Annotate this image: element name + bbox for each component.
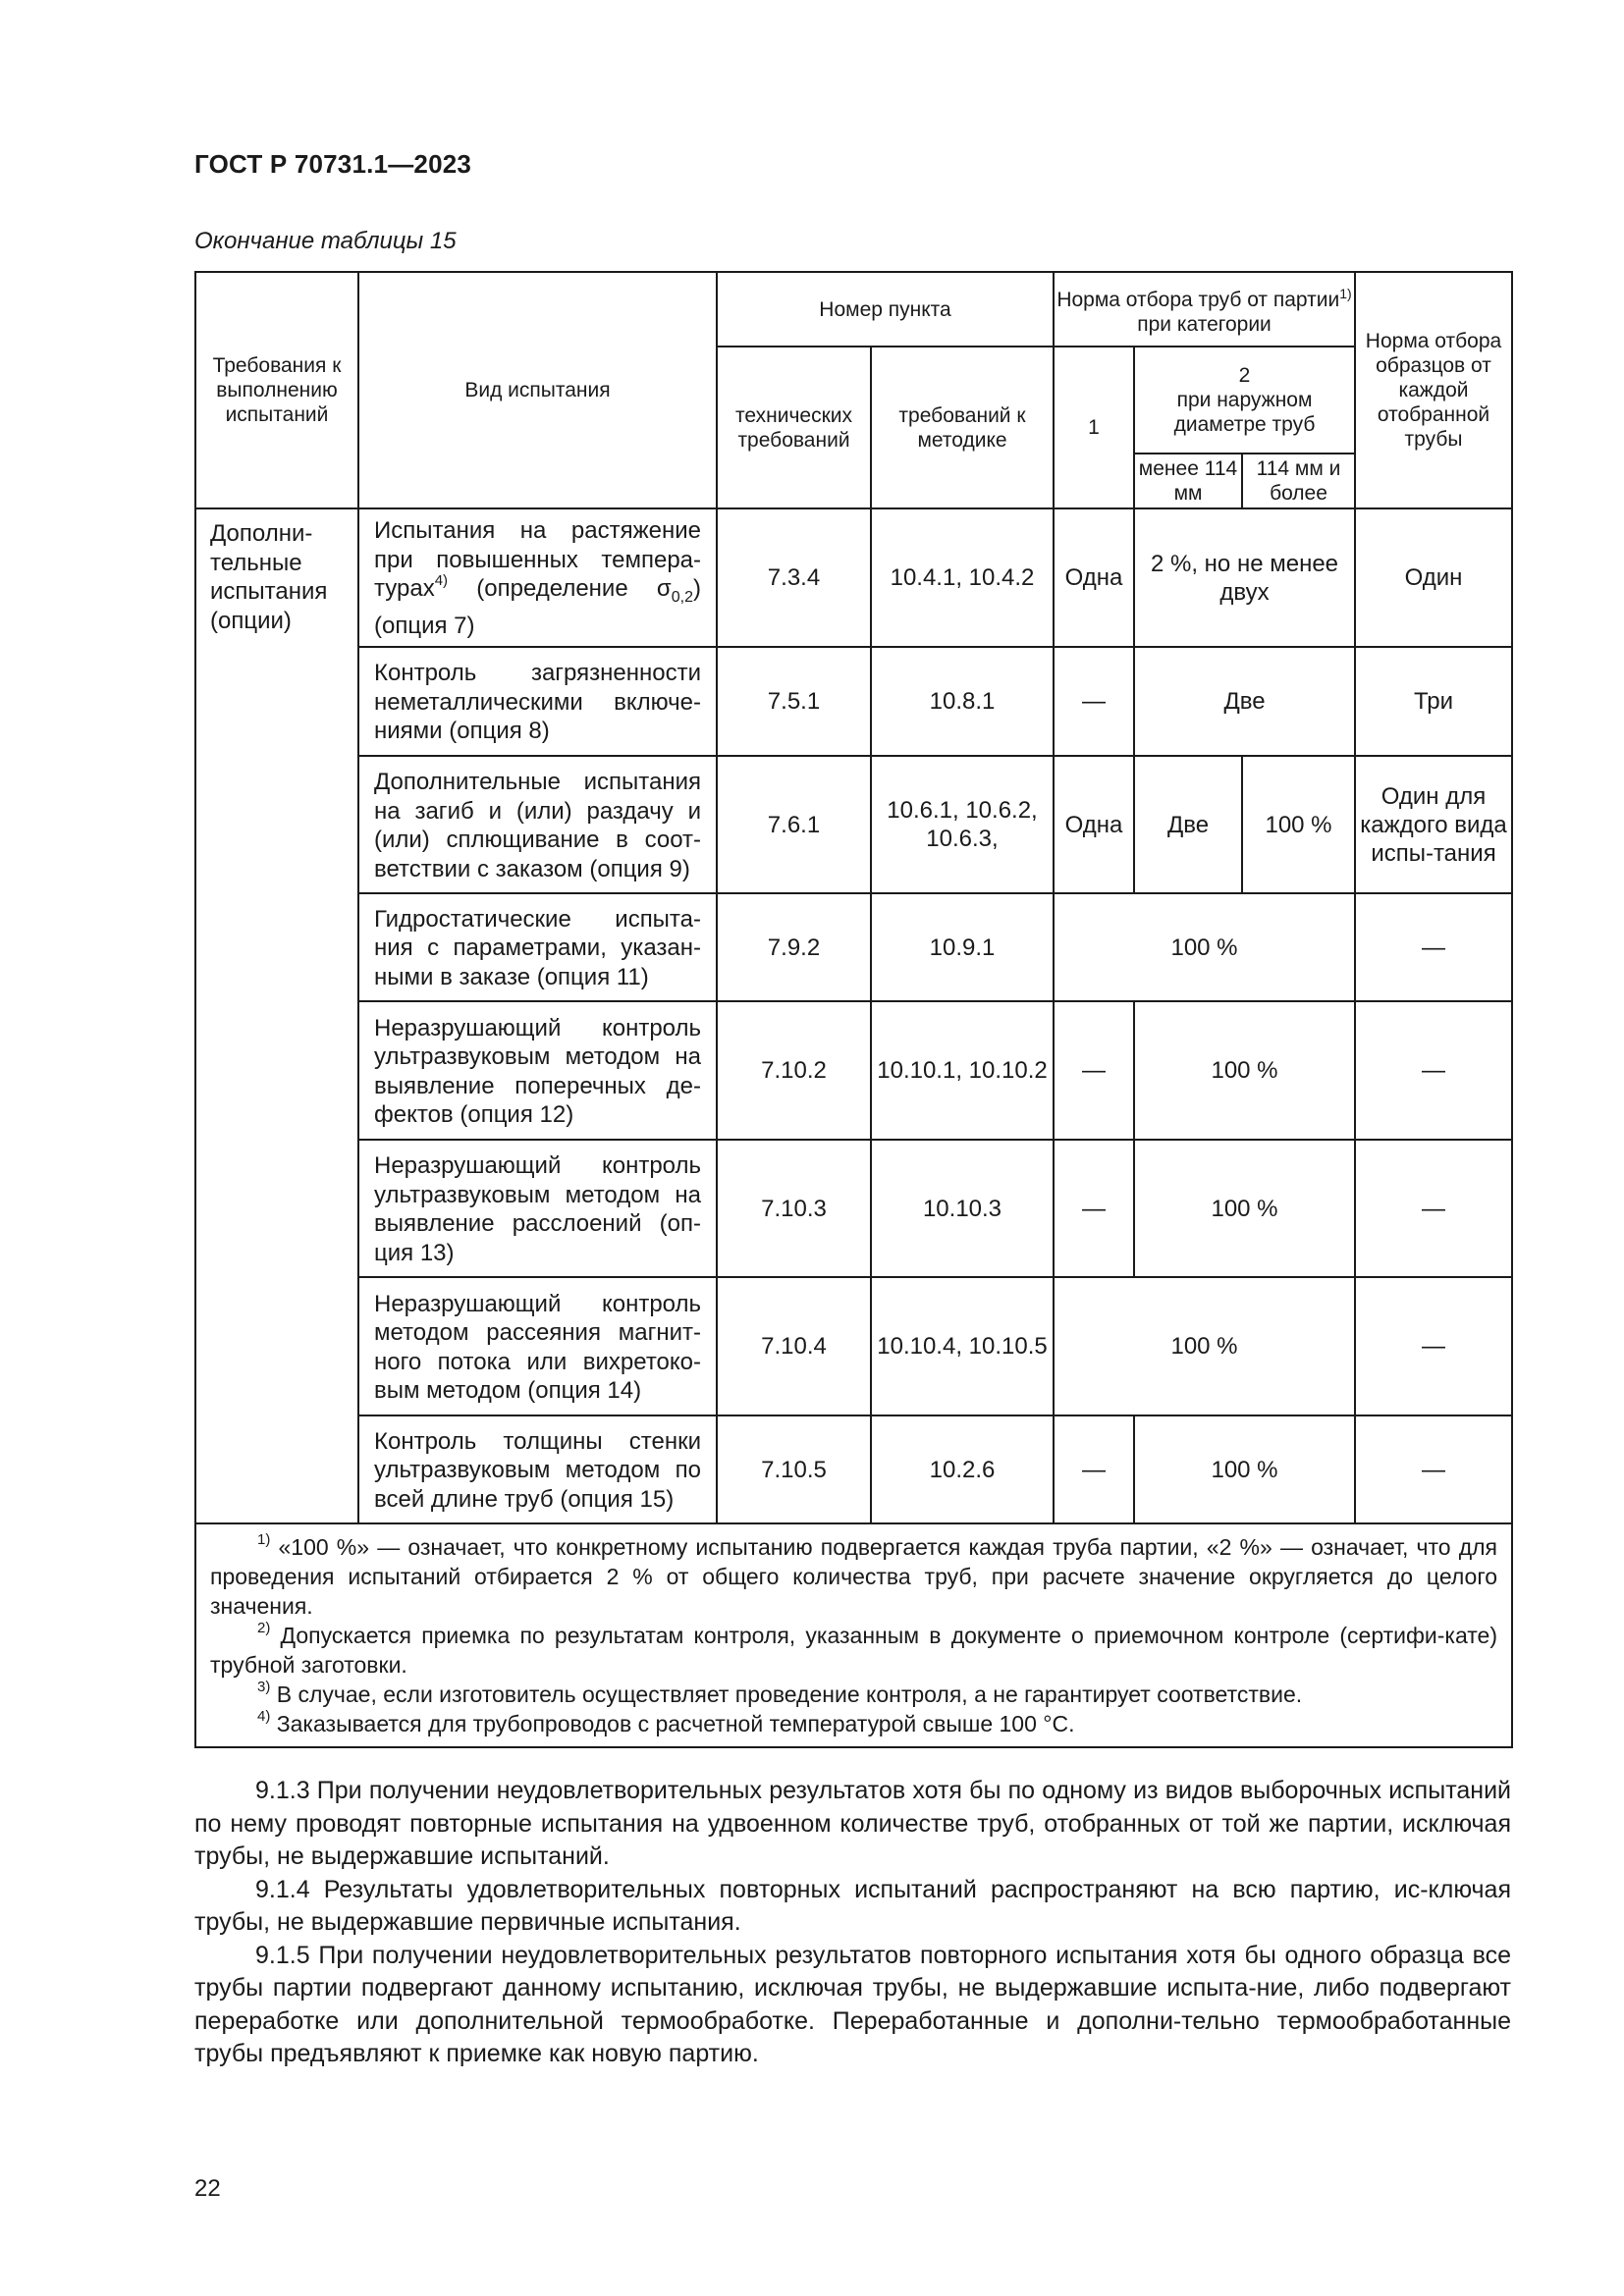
sample-norm: Один для каждого вида испы-тания <box>1355 756 1512 893</box>
document-header: ГОСТ Р 70731.1—2023 <box>194 149 472 179</box>
cat1-norm: Одна <box>1054 508 1134 647</box>
test-kind-cell: Контроль загрязненности неметаллическими включе-ниями (опция 8) <box>358 647 717 756</box>
sample-norm: — <box>1355 1415 1512 1523</box>
header-category-1: 1 <box>1054 347 1134 508</box>
tech-clause: 7.10.3 <box>717 1140 871 1277</box>
table-caption: Окончание таблицы 15 <box>194 228 457 254</box>
method-clause: 10.6.1, 10.6.2, 10.6.3, <box>871 756 1054 893</box>
cat2-norm: 100 % <box>1134 1415 1355 1523</box>
tech-clause: 7.5.1 <box>717 647 871 756</box>
header-clause-number: Номер пункта <box>717 272 1054 347</box>
test-kind-cell: Испытания на растяжение при повышенных темпера-турах$^{4)}$ (определение $\sigma_{0,2}$) (опция 7) <box>358 508 717 647</box>
footnote: $^{1)}$ «100 %» — означает, что конкретному испытанию подвергается каждая труба партии, «2 %» — означает, что для проведения испытаний отбирается 2 % от общего количества труб, при расчете значение округляется до целого значения. <box>210 1531 1497 1619</box>
header-requirements: Требования к выполнению испытаний <box>195 272 358 508</box>
group-label: Дополни-тельные испытания (опции) <box>195 508 358 1523</box>
table-row <box>195 893 1512 1001</box>
method-clause: 10.4.1, 10.4.2 <box>871 508 1054 647</box>
cat2-norm: 2 %, но не менее двух <box>1134 508 1355 647</box>
sample-norm: — <box>1355 1001 1512 1140</box>
test-kind-cell: Дополнительные испытания на загиб и (или) раздачу и (или) сплющивание в соот-ветствии с заказом (опция 9) <box>358 756 717 893</box>
paragraph-9-1-3: 9.1.3 При получении неудовлетворительных результатов хотя бы по одному из видов выборочных испытаний по нему проводят повторные испытания на удвоенном количестве труб, отобранных от той же партии, исключая трубы, не выдержавшие испытаний. <box>194 1777 1511 1870</box>
sample-norm: — <box>1355 1277 1512 1415</box>
table-row <box>195 647 1512 756</box>
method-clause: 10.2.6 <box>871 1415 1054 1523</box>
cat2-norm: 100 % <box>1134 1001 1355 1140</box>
test-kind-cell: Гидростатические испыта-ния с параметрами, указан-ными в заказе (опция 11) <box>358 893 717 1001</box>
footnote: $^{2)}$ Допускается приемка по результатам контроля, указанным в документе о приемочном контроле (сертифи-кате) трубной заготовки. <box>210 1620 1497 1678</box>
test-kind-cell: Неразрушающий контроль ультразвуковым методом на выявление расслоений (оп-ция 13) <box>358 1140 717 1277</box>
tech-clause: 7.9.2 <box>717 893 871 1001</box>
header-diameter-ge114: 114 мм и более <box>1242 454 1355 508</box>
table-footnotes <box>195 1523 1512 1747</box>
tech-clause: 7.10.2 <box>717 1001 871 1140</box>
header-diameter-lt114: менее 114 мм <box>1134 454 1242 508</box>
table-row <box>195 1277 1512 1415</box>
sample-norm: — <box>1355 893 1512 1001</box>
all-categories-norm: 100 % <box>1054 1277 1355 1415</box>
method-clause: 10.8.1 <box>871 647 1054 756</box>
cat2-ge114-norm: 100 % <box>1242 756 1355 893</box>
table-row <box>195 1001 1512 1140</box>
cat1-norm: — <box>1054 1001 1134 1140</box>
header-test-kind: Вид испытания <box>358 272 717 508</box>
table-row <box>195 1140 1512 1277</box>
header-category-2: 2 при наружном диаметре труб <box>1134 347 1355 454</box>
body-text <box>194 1775 1511 2071</box>
sample-norm: — <box>1355 1140 1512 1277</box>
cat2-lt114-norm: Две <box>1134 756 1242 893</box>
cat1-norm: Одна <box>1054 756 1134 893</box>
table-row <box>195 508 1512 647</box>
cat1-norm: — <box>1054 1415 1134 1523</box>
tech-clause: 7.3.4 <box>717 508 871 647</box>
cat1-norm: — <box>1054 1140 1134 1277</box>
test-kind-cell: Неразрушающий контроль ультразвуковым методом на выявление поперечных де-фектов (опция 12) <box>358 1001 717 1140</box>
footnote: $^{3)}$ В случае, если изготовитель осуществляет проведение контроля, а не гарантирует соответствие. <box>257 1679 1303 1707</box>
cat2-norm: Две <box>1134 647 1355 756</box>
sample-norm: Один <box>1355 508 1512 647</box>
table-row <box>195 1415 1512 1523</box>
tests-table <box>194 271 1513 1748</box>
paragraph-9-1-4: 9.1.4 Результаты удовлетворительных повторных испытаний распространяют на всю партию, ис-ключая трубы, не выдержавшие первичные испытания. <box>194 1875 1511 1936</box>
footnote: $^{4)}$ Заказывается для трубопроводов с расчетной температурой свыше 100 °С. <box>257 1708 1075 1736</box>
tech-clause: 7.10.4 <box>717 1277 871 1415</box>
method-clause: 10.10.4, 10.10.5 <box>871 1277 1054 1415</box>
method-clause: 10.10.1, 10.10.2 <box>871 1001 1054 1140</box>
header-pipe-norm: Норма отбора труб от партии$^{1)}$ при категории <box>1054 272 1355 347</box>
tech-clause: 7.6.1 <box>717 756 871 893</box>
header-method-requirements: требований к методике <box>871 347 1054 508</box>
method-clause: 10.9.1 <box>871 893 1054 1001</box>
method-clause: 10.10.3 <box>871 1140 1054 1277</box>
sample-norm: Три <box>1355 647 1512 756</box>
page-number: 22 <box>194 2175 221 2202</box>
test-kind-cell: Контроль толщины стенки ультразвуковым методом по всей длине труб (опция 15) <box>358 1415 717 1523</box>
cat1-norm: — <box>1054 647 1134 756</box>
test-kind-cell: Неразрушающий контроль методом рассеяния магнит-ного потока или вихретоко-вым методом (опция 14) <box>358 1277 717 1415</box>
footnotes-row <box>195 1523 1512 1747</box>
cat2-norm: 100 % <box>1134 1140 1355 1277</box>
tech-clause: 7.10.5 <box>717 1415 871 1523</box>
paragraph-9-1-5: 9.1.5 При получении неудовлетворительных результатов повторного испытания хотя бы одного образца все трубы партии подвергают данному испытанию, исключая трубы, не выдержавшие испыта-ние, либо подвергают переработке или дополнительной термообработке. Переработанные и дополни-тельно термообработанные трубы предъявляют к приемке как новую партию. <box>194 1941 1511 2067</box>
table-row <box>195 756 1512 893</box>
header-sample-norm: Норма отбора образцов от каждой отобранной трубы <box>1355 272 1512 508</box>
all-categories-norm: 100 % <box>1054 893 1355 1001</box>
header-tech-requirements: технических требований <box>717 347 871 508</box>
